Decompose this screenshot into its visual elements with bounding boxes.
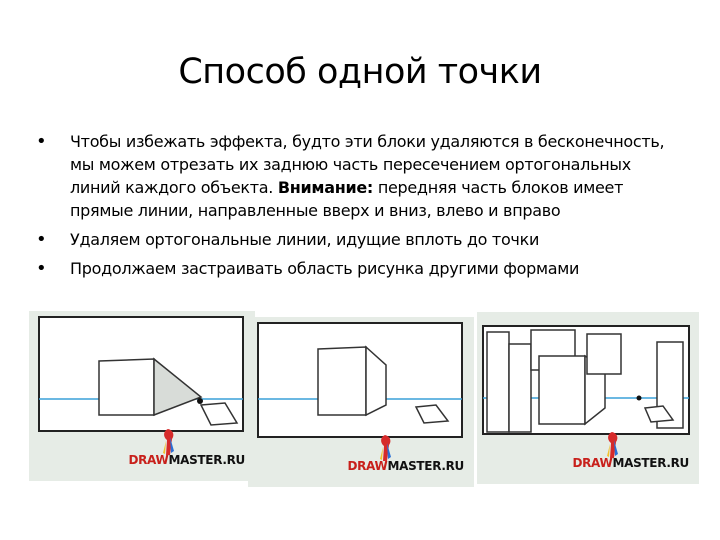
bullet-bold-text: Внимание:	[277, 178, 374, 197]
bullet-text: Продолжаем застраивать область рисунка другими формами	[70, 259, 580, 278]
bullet-dot-icon: •	[36, 258, 47, 279]
bullet-list	[36, 130, 686, 286]
perspective-drawing-2	[248, 317, 474, 487]
bullet-tail-text: передняя часть блоков имеет прямые линии, направленные вверх и вниз, влево и вправо	[70, 178, 624, 220]
drawmaster-logo: DRAWMASTER.RU	[128, 453, 245, 467]
slide-title: Способ одной точки	[178, 52, 542, 92]
bullet-item	[36, 228, 686, 251]
bullet-text: Чтобы избежать эффекта, будто эти блоки удаляются в бесконечность, мы можем отрезать их заднюю часть пересечением ортогональных линий каждого объекта.	[70, 132, 665, 197]
perspective-drawing-3	[477, 312, 699, 484]
bullet-dot-icon: •	[36, 229, 47, 250]
perspective-drawing-1	[29, 311, 255, 481]
drawmaster-logo: DRAWMASTER.RU	[347, 459, 464, 473]
bullet-text: Удаляем ортогональные линии, идущие вплоть до точки	[70, 230, 540, 249]
bullet-dot-icon: •	[36, 131, 47, 152]
bullet-item	[36, 130, 686, 222]
drawmaster-logo: DRAWMASTER.RU	[572, 456, 689, 470]
bullet-item	[36, 257, 686, 280]
